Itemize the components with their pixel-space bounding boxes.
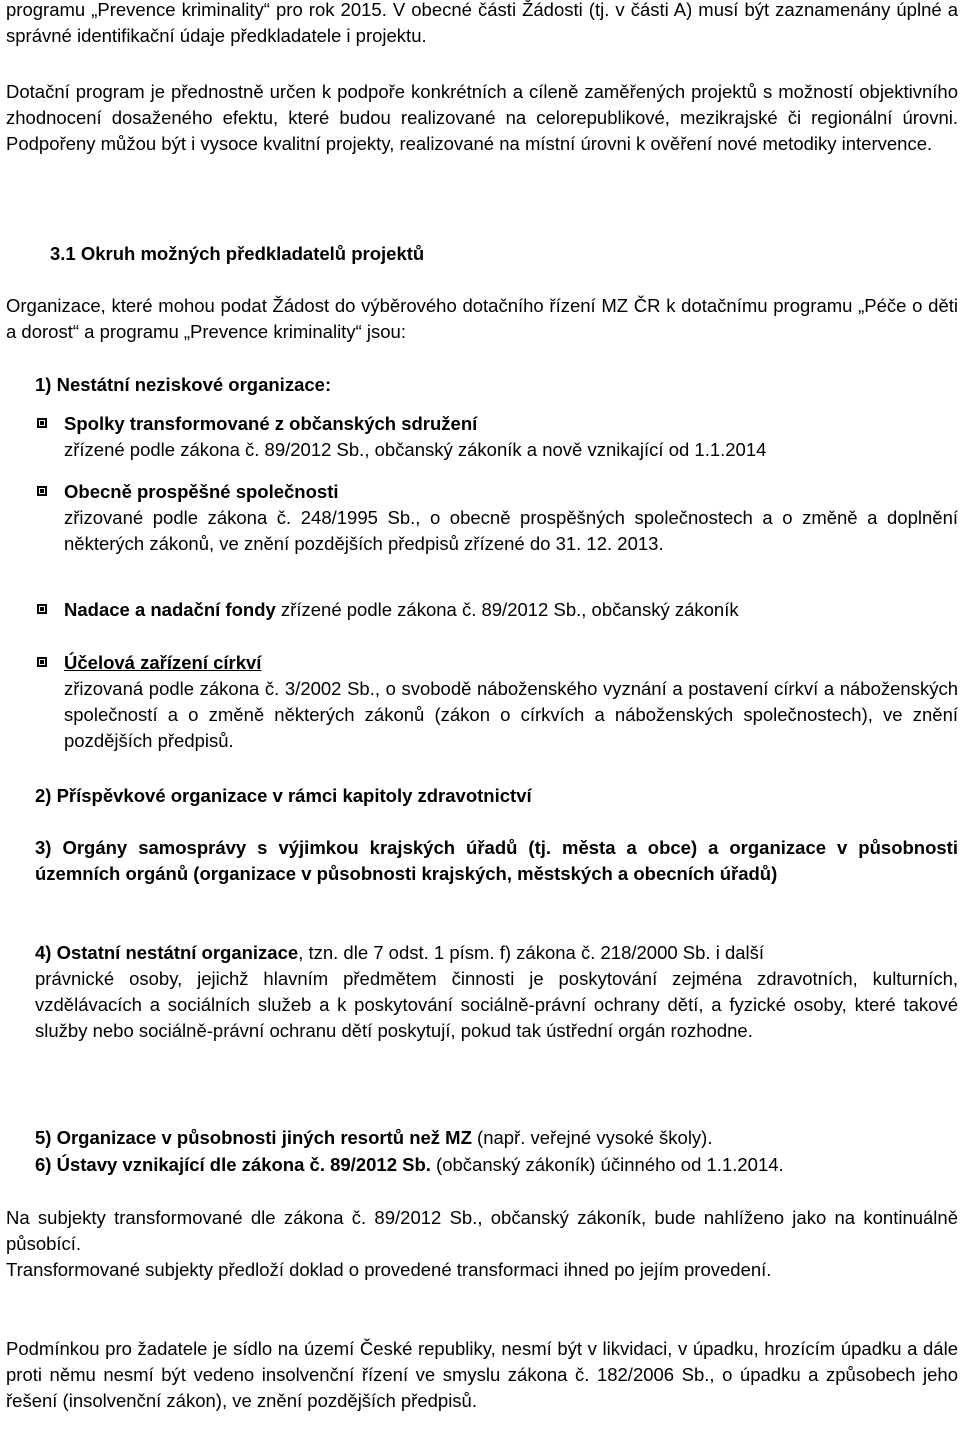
group-6: [6, 1152, 958, 1178]
group-1-heading: 1) Nestátní neziskové organizace:: [35, 374, 332, 395]
bullet-title: Obecně prospěšné společnosti: [64, 481, 339, 502]
section-heading: 3.1 Okruh možných předkladatelů projektů: [50, 243, 425, 264]
group-3-heading: 3) Orgány samosprávy s výjimkou krajských úřadů (tj. města a obce) a organizace v působnosti územních orgánů (organizace v působnosti krajských, městských a obecních úřadů): [35, 837, 958, 884]
square-bullet-icon: [37, 486, 47, 496]
eligible-organizations-intro: Organizace, které mohou podat Žádost do výběrového dotačního řízení MZ ČR k dotačnímu programu „Péče o děti a dorost“ a programu „Prevence kriminality“ jsou:: [6, 295, 958, 342]
bullet-item-ops: [6, 479, 958, 557]
bullet-item-spolky: [6, 411, 958, 463]
square-bullet-icon: [37, 418, 47, 428]
bullet-text: zřízené podle zákona č. 89/2012 Sb., občanský zákoník a nově vznikající od 1.1.2014: [64, 439, 767, 460]
bullet-item-cirkve: [6, 650, 958, 754]
transformation-proof-note: Transformované subjekty předloží doklad o provedené transformaci ihned po jejím provedení.: [6, 1259, 772, 1280]
top-paragraph: programu „Prevence kriminality“ pro rok 2015. V obecné části Žádosti (tj. v části A) musí být zaznamenány úplné a správné identifikační údaje předkladatele i projektu.: [6, 0, 958, 46]
group-2-heading: 2) Příspěvkové organizace v rámci kapitoly zdravotnictví: [35, 785, 532, 806]
bullet-title: Spolky transformované z občanských sdružení: [64, 413, 478, 434]
group-6-heading: 6) Ústavy vznikající dle zákona č. 89/2012 Sb.: [35, 1154, 431, 1175]
group-4-heading: 4) Ostatní nestátní organizace: [35, 942, 299, 963]
bullet-text: zřizovaná podle zákona č. 3/2002 Sb., o svobodě náboženského vyznání a postavení církví a náboženských společností a o změně některých zákonů (zákon o církvích a náboženských společnostech), ve znění pozdějších předpisů.: [64, 678, 958, 751]
bullet-title: Nadace a nadační fondy: [64, 599, 276, 620]
group-4-first-line: [6, 940, 958, 966]
square-bullet-icon: [37, 657, 47, 667]
group-4-text-first: , tzn. dle 7 odst. 1 písm. f) zákona č. 218/2000 Sb. i další: [298, 942, 765, 963]
bullet-text: zřizované podle zákona č. 248/1995 Sb., o obecně prospěšných společnostech a o změně a doplnění některých zákonů, ve znění pozdějších předpisů zřízené do 31. 12. 2013.: [64, 507, 958, 554]
group-5-heading: 5) Organizace v působnosti jiných resortů než MZ: [35, 1127, 472, 1148]
group-3: [6, 835, 958, 887]
bullet-text: zřízené podle zákona č. 89/2012 Sb., občanský zákoník: [275, 599, 739, 620]
group-4-text: právnické osoby, jejichž hlavním předmětem činnosti je poskytování zejména zdravotních, kulturních, vzdělávacích a sociálních služeb a k poskytování sociálně-právní ochrany dětí, a fyzické osoby, které takové služby nebo sociálně-právní ochranu dětí poskytují, pokud tak ústřední orgán rozhodne.: [35, 968, 958, 1041]
bullet-item-nadace: [6, 597, 958, 623]
applicant-conditions-paragraph: Podmínkou pro žadatele je sídlo na území České republiky, nesmí být v likvidaci, v úpadku, hrozícím úpadku a dále proti němu nesmí být vedeno insolvenční řízení ve smyslu zákona č. 182/2006 Sb., o úpadku a způsobech jeho řešení (insolvenční zákon), ve znění pozdějších předpisů.: [6, 1338, 958, 1411]
group-5-text: (např. veřejné vysoké školy).: [471, 1127, 713, 1148]
bullet-title: Účelová zařízení církví: [64, 652, 262, 673]
transformed-subjects-note: Na subjekty transformované dle zákona č. 89/2012 Sb., občanský zákoník, bude nahlíženo jako na kontinuálně působící.: [6, 1207, 958, 1254]
group-6-text: (občanský zákoník) účinného od 1.1.2014.: [430, 1154, 784, 1175]
group-4: [6, 940, 958, 1044]
square-bullet-icon: [37, 604, 47, 614]
intro-paragraph: Dotační program je přednostně určen k podpoře konkrétních a cíleně zaměřených projektů s možností objektivního zhodnocení dosaženého efektu, které budou realizované na celorepublikové, mezikrajské či regionální úrovni. Podpořeny můžou být i vysoce kvalitní projekty, realizované na místní úrovni k ověření nové metodiky intervence.: [6, 81, 958, 154]
group-5: [6, 1125, 958, 1151]
